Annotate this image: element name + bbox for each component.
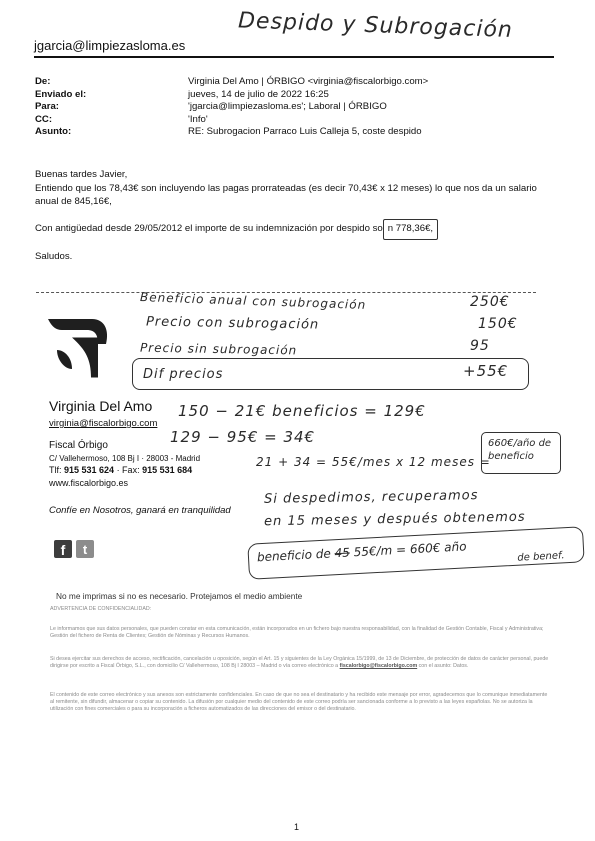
signature-address: C/ Vallehermoso, 108 Bj I · 28003 - Madrid	[49, 454, 201, 463]
header-row	[35, 76, 555, 88]
handwritten-price-with-subrogation-value: 150€	[478, 316, 518, 332]
handwritten-dashed-line	[36, 292, 536, 293]
handwritten-calc-result: 660€/año de beneficio	[488, 438, 552, 462]
signature-website-link[interactable]: www.fiscalorbigo.es	[49, 478, 129, 488]
header-label: Para:	[35, 101, 59, 112]
confidentiality-paragraph-3: El contenido de este correo electrónico y sus anexos son estrictamente confidenciales. En caso de que no sea el destinatario y ha recibido este mensaje por error, agradecemos que lo comunique inmediatamente al remitente, sin difundir, almacenar o copiar su contenido. La difusión por cualquier medio del contenido de este correo podría ser sancionada conforme a lo previsto a las leyes españolas. No se autoriza la utilización con fines comerciales o para su incorporación a ficheros automatizados de las direcciones del emisor o del destinatario.	[50, 692, 548, 713]
handwritten-calc-3: 21 + 34 = 55€/mes x 12 meses =	[256, 455, 491, 469]
conf-p2-text-b: con el asunto: Datos.	[417, 663, 469, 670]
fax-label: · Fax:	[114, 465, 143, 475]
header-value: jueves, 14 de julio de 2022 16:25	[188, 88, 329, 100]
confidentiality-paragraph-1: Le informamos que sus datos personales, que pueden constar en esta comunicación, están incorporados en un fichero bajo nuestra responsabilidad, con la finalidad de Gestión Contable, Fiscal y Administrativa; Gestión del fichero de Renta de Clientes; Gestión de Nóminas y Recursos Humanos.	[50, 626, 544, 640]
signature-email-link[interactable]: virginia@fiscalorbigo.com	[49, 418, 158, 429]
handwritten-price-difference-box	[132, 358, 529, 390]
email-paragraph-1	[35, 182, 560, 208]
handwritten-note-3-label: beneficio de	[256, 546, 332, 565]
header-value: 'jgarcia@limpiezasloma.es'; Laboral | ÓRBIGO	[188, 101, 387, 112]
header-value: 'Info'	[188, 113, 208, 125]
header-value: Virginia Del Amo | ÓRBIGO <virginia@fiscalorbigo.com>	[188, 76, 429, 87]
header-row	[35, 114, 555, 126]
email-paragraph-2	[35, 222, 438, 235]
print-notice: No me imprimas si no es necesario. Protejamos el medio ambiente	[56, 591, 303, 601]
confidentiality-title: ADVERTENCIA DE CONFIDENCIALIDAD:	[50, 606, 152, 612]
phone-label: Tlf:	[49, 465, 64, 475]
header-label: Asunto:	[35, 126, 72, 137]
twitter-icon[interactable]: t	[76, 540, 94, 558]
email-paragraph-1-line-2: anual de 845,16€,	[35, 196, 112, 207]
handwritten-note-3	[257, 539, 467, 564]
conf-p2-text-a: Si desea ejercitar sus derechos de acceso, rectificación, cancelación u oposición, según el Art. 15 y siguientes de la Ley Orgánica 15/1999, de 13 de Diciembre, de protección de datos de carácter personal, puede dirigirse por escrito a Fiscal Órbigo, S.L., con domicilio C/ Vallehermoso, 108 Bj I 28003 – Madrid o vía correo electrónico a	[50, 656, 549, 670]
signature-name: Virginia Del Amo	[49, 398, 153, 414]
signature-company: Fiscal Órbigo	[49, 440, 108, 451]
account-underline	[34, 56, 554, 58]
page-number: 1	[294, 822, 300, 832]
account-email: jgarcia@limpiezasloma.es	[34, 38, 186, 53]
confidentiality-paragraph-2	[50, 656, 550, 670]
facebook-icon[interactable]: f	[54, 540, 72, 558]
phone-number[interactable]: 915 531 624	[64, 465, 115, 475]
handwritten-top-note: Despido y Subrogación	[237, 8, 514, 44]
header-row	[35, 126, 555, 138]
handwritten-note-3-box	[247, 526, 584, 580]
header-row	[35, 101, 555, 113]
handwritten-price-with-subrogation: Precio con subrogación	[145, 314, 320, 333]
header-label: De:	[35, 76, 51, 87]
handwritten-note-3-value: 55€/m = 660€ año	[353, 539, 467, 560]
email-paragraph-1-line-1: Entiendo que los 78,43€ son incluyendo las pagas prorrateadas (es decir 70,43€ x 12 meses) lo que nos da un salario	[35, 183, 537, 194]
handwritten-benefit-annual: Beneficio anual con subrogación	[139, 290, 367, 312]
fiscal-orbigo-logo	[42, 310, 112, 380]
signature-phones	[49, 465, 192, 475]
signature-slogan: Confíe en Nosotros, ganará en tranquilidad	[49, 505, 231, 516]
header-label: CC:	[35, 113, 53, 125]
header-value: RE: Subrogacion Parraco Luis Calleja 5, coste despido	[188, 126, 422, 137]
handwritten-calc-result-box	[481, 432, 561, 474]
header-label: Enviado el:	[35, 88, 87, 100]
handwritten-calc-1: 150 − 21€ beneficios = 129€	[178, 402, 426, 420]
header-row	[35, 89, 555, 101]
email-greeting: Buenas tardes Javier,	[35, 169, 128, 180]
handwritten-note-1: Si despedimos, recuperamos	[263, 488, 479, 507]
handwritten-note-3-struck: 45	[334, 545, 351, 561]
handwritten-benefit-annual-value: 250€	[470, 294, 510, 310]
handwritten-price-without-subrogation: Precio sin subrogación	[139, 340, 298, 358]
conf-p2-email-link[interactable]: fiscalorbigo@fiscalorbigo.com	[339, 663, 418, 670]
handwritten-price-difference-value: +55€	[463, 362, 509, 380]
fax-number: 915 531 684	[142, 465, 193, 475]
handwritten-note-3-tail: de benef.	[517, 550, 565, 564]
handwritten-calc-2: 129 − 95€ = 34€	[170, 428, 316, 446]
paragraph-2-text: Con antigüedad desde 29/05/2012 el importe de su indemnización por despido so	[35, 223, 383, 234]
handwritten-price-difference: Dif precios	[143, 367, 224, 382]
email-closing: Saludos.	[35, 251, 73, 262]
handwritten-price-without-subrogation-value: 95	[470, 338, 490, 354]
handwritten-box-amount: n 778,36€,	[383, 219, 438, 240]
handwritten-note-2: en 15 meses y después obtenemos	[263, 509, 526, 530]
